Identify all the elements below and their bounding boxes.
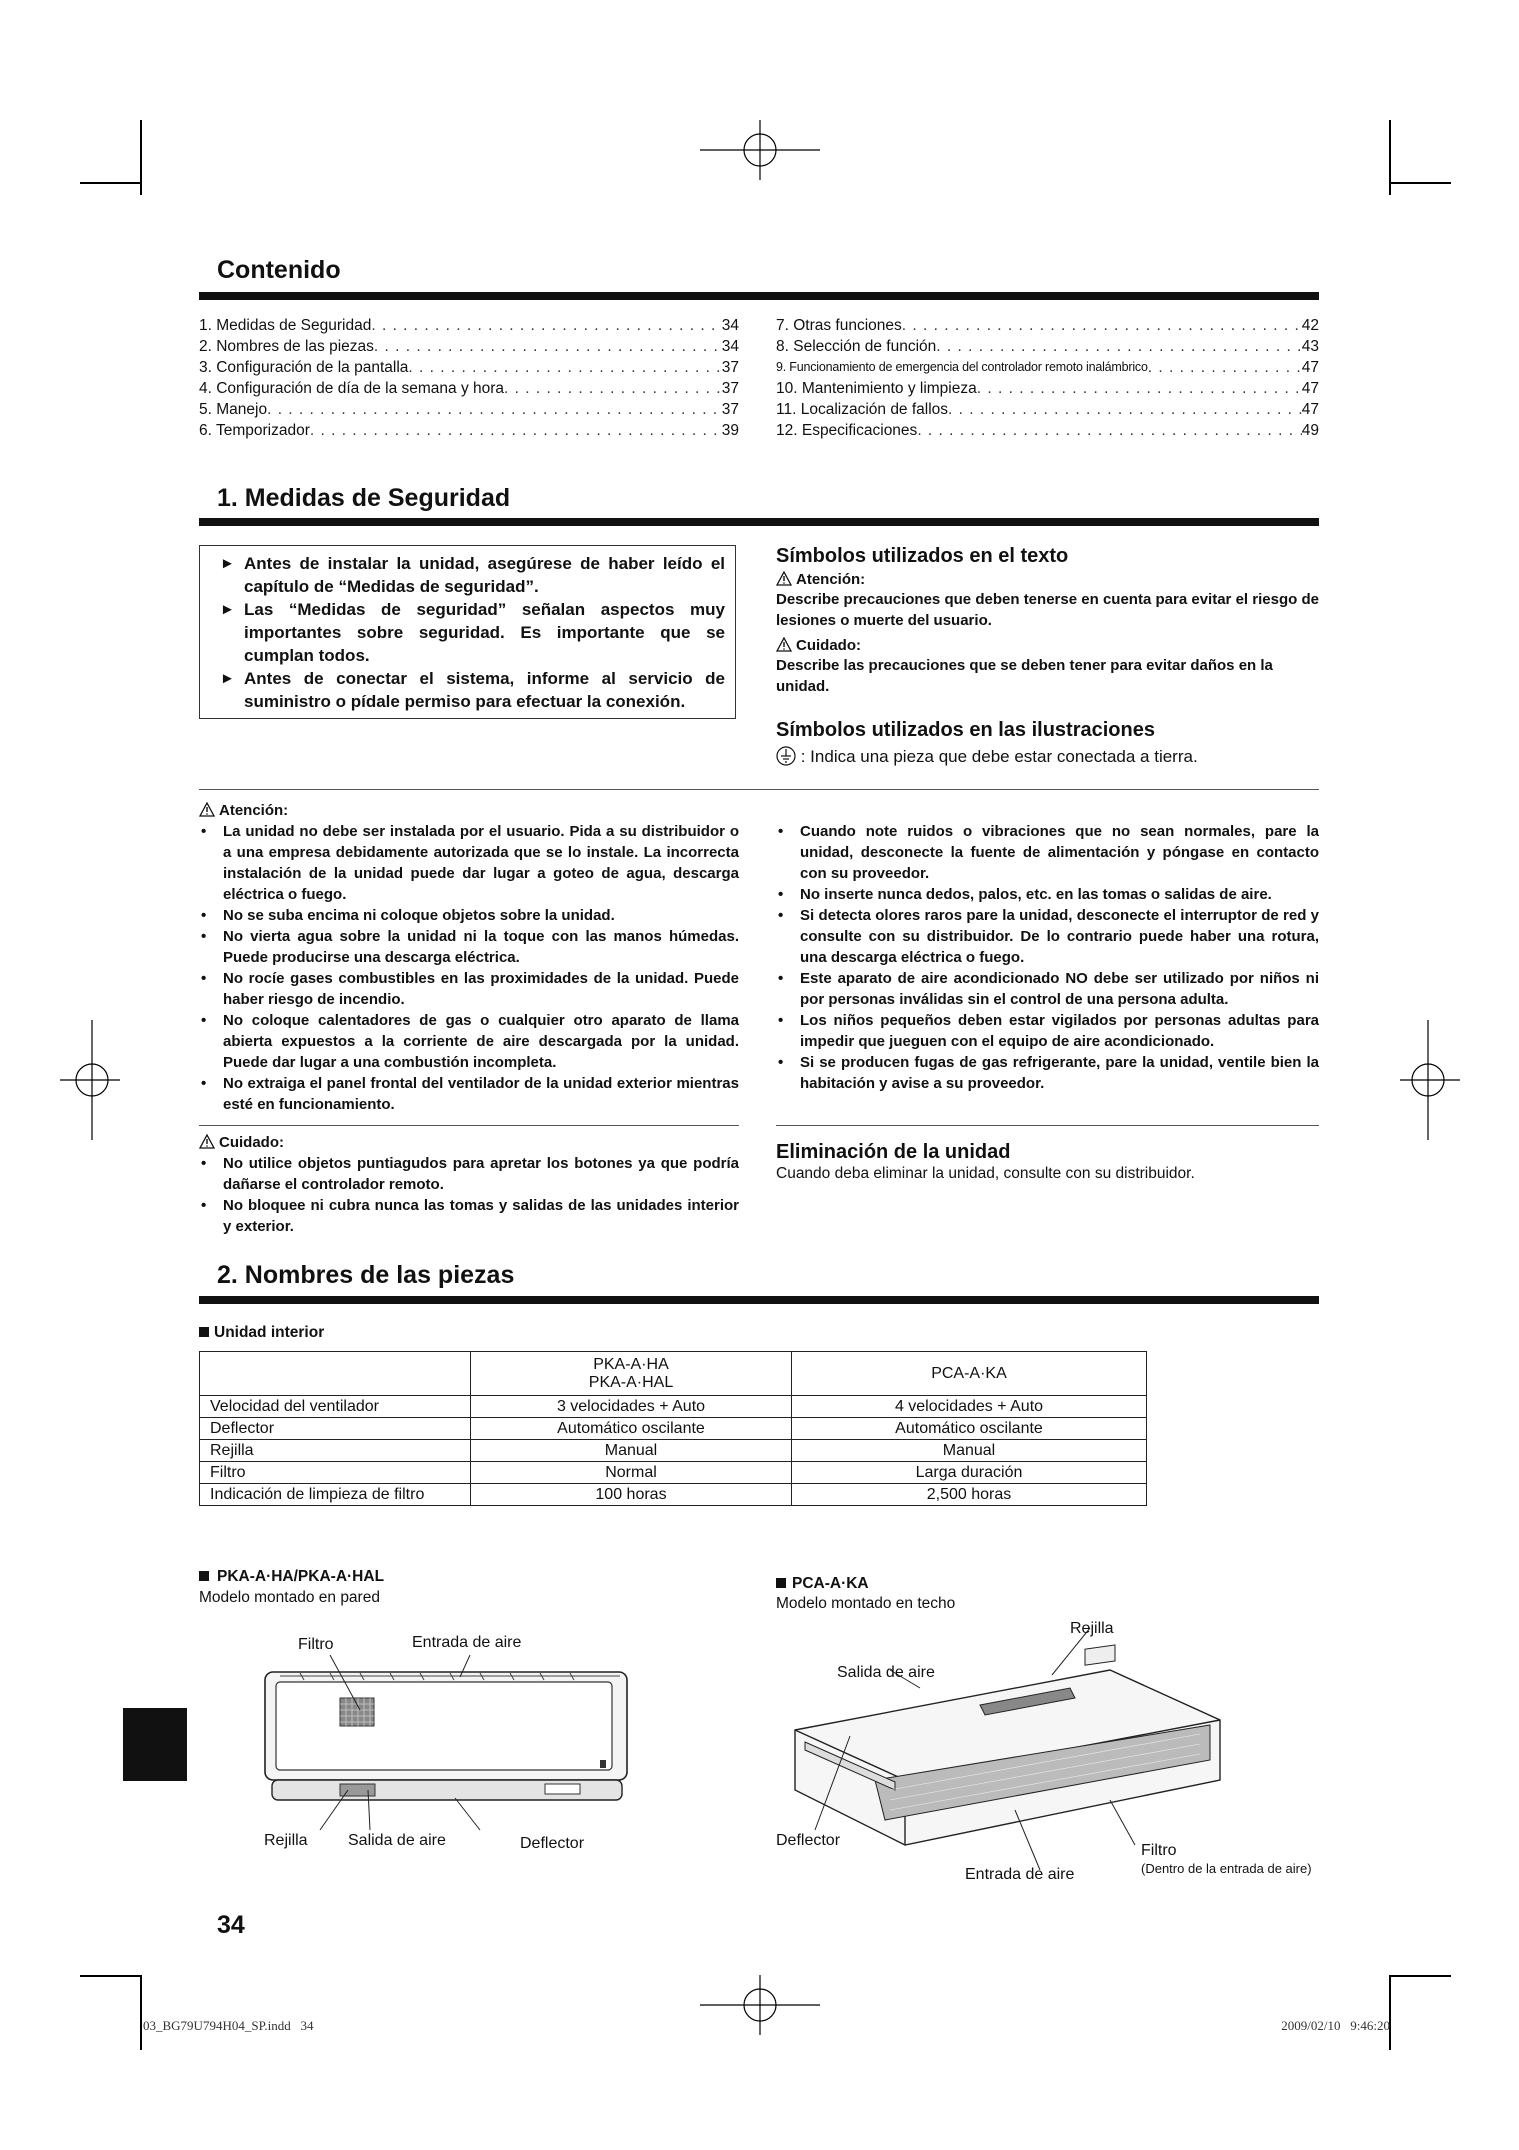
registration-mark-icon <box>700 120 820 180</box>
toc-item[interactable]: 9. Funcionamiento de emergencia del controlador remoto inalámbrico . . . 47 <box>776 357 1319 378</box>
warning-item: • Este aparato de aire acondicionado NO debe ser utilizado por niños ni por personas inválidas sin el control de una persona adulta. <box>776 968 1319 1010</box>
table-header-cell: PCA-A·KA <box>792 1352 1147 1396</box>
warning-item: • La unidad no debe ser instalada por el usuario. Pida a su distribuidor o a una empresa debidamente autorizada que se lo instale. La incorrecta instalación de la unidad puede dar lugar a goteo de agua, descarga eléctrica o fuego. <box>199 821 739 905</box>
wall-leader-lines <box>290 1655 550 1835</box>
toc-item[interactable]: 1. Medidas de Seguridad . . . 34 <box>199 315 739 336</box>
atencion-heading: Atención: <box>219 802 289 819</box>
section-rule <box>199 1296 1319 1304</box>
ceiling-label-filtro: Filtro <box>1141 1842 1177 1859</box>
atencion-warnings-left <box>199 800 739 1115</box>
warning-icon <box>199 1134 215 1149</box>
warning-icon <box>199 802 215 817</box>
disposal-text: Cuando deba eliminar la unidad, consulte con su distribuidor. <box>776 1165 1195 1182</box>
warning-item: • No vierta agua sobre la unidad ni la toque con las manos húmedas. Puede producirse una descarga eléctrica. <box>199 926 739 968</box>
atencion-warnings-right <box>776 821 1319 1094</box>
caution-item: • No utilice objetos puntiagudos para apretar los botones ya que podría dañarse el controlador remoto. <box>199 1153 739 1195</box>
wall-label-rejilla: Rejilla <box>264 1832 308 1849</box>
warning-item: • No inserte nunca dedos, palos, etc. en las tomas o salidas de aire. <box>776 884 1319 905</box>
registration-mark-icon <box>700 1975 820 2035</box>
table-row: Filtro Normal Larga duración <box>200 1462 1147 1484</box>
crop-mark <box>140 120 142 195</box>
table-header-row <box>200 1352 1147 1396</box>
toc-item[interactable]: 2. Nombres de las piezas . . . 34 <box>199 336 739 357</box>
toc-item[interactable]: 3. Configuración de la pantalla . . . 37 <box>199 357 739 378</box>
disposal-panel <box>776 1141 1319 1183</box>
toc-right-column <box>776 315 1319 441</box>
toc-item[interactable]: 5. Manejo . . . 37 <box>199 399 739 420</box>
crop-mark <box>1389 1975 1451 1977</box>
ceiling-label-entrada: Entrada de aire <box>965 1866 1075 1883</box>
warning-item: • No coloque calentadores de gas o cualquier otro aparato de llama abierta expuestos a la corriente de aire descargada por la unidad. Puede dar lugar a una combustión incompleta. <box>199 1010 739 1073</box>
toc-item[interactable]: 10. Mantenimiento y limpieza . . . 47 <box>776 378 1319 399</box>
warning-item: • Los niños pequeños deben estar vigilados por personas adultas para impedir que jueguen con el equipo de aire acondicionado. <box>776 1010 1319 1052</box>
cuidado-heading: Cuidado: <box>219 1134 284 1151</box>
toc-item[interactable]: 8. Selección de función . . . 43 <box>776 336 1319 357</box>
ceiling-label-rejilla: Rejilla <box>1070 1620 1114 1637</box>
disposal-title: Eliminación de la unidad <box>776 1141 1011 1163</box>
registration-mark-icon <box>60 1020 120 1140</box>
cuidado-warnings <box>199 1132 739 1237</box>
table-row: Rejilla Manual Manual <box>200 1440 1147 1462</box>
wall-model-description: Modelo montado en pared <box>199 1589 380 1606</box>
crop-mark <box>1389 1975 1391 2050</box>
safety-section-title: 1. Medidas de Seguridad <box>217 484 511 512</box>
section-tab-marker <box>123 1708 187 1781</box>
wall-label-filtro: Filtro <box>298 1636 334 1653</box>
toc-item[interactable]: 12. Especificaciones . . . 49 <box>776 420 1319 441</box>
divider <box>776 1125 1319 1126</box>
wall-model-heading <box>199 1568 384 1607</box>
table-row: Velocidad del ventilador 3 velocidades + Auto 4 velocidades + Auto <box>200 1396 1147 1418</box>
table-row: Deflector Automático oscilante Automático oscilante <box>200 1418 1147 1440</box>
toc-item[interactable]: 7. Otras funciones . . . 42 <box>776 315 1319 336</box>
toc-left-column <box>199 315 739 441</box>
ceiling-label-deflector: Deflector <box>776 1832 841 1849</box>
toc-item[interactable]: 11. Localización de fallos . . . 47 <box>776 399 1319 420</box>
ground-icon <box>776 746 796 766</box>
caution-item: • No bloquee ni cubra nunca las tomas y salidas de las unidades interior y exterior. <box>199 1195 739 1237</box>
warning-item: • Cuando note ruidos o vibraciones que no sean normales, pare la unidad, desconecte la fuente de alimentación y póngase en contacto con su proveedor. <box>776 821 1319 884</box>
toc-item[interactable]: 6. Temporizador . . . 39 <box>199 420 739 441</box>
section-rule <box>199 518 1319 526</box>
crop-mark <box>140 1975 142 2050</box>
ceiling-model-name: PCA-A·KA <box>792 1575 869 1592</box>
safety-intro-item: ► Las “Medidas de seguridad” señalan aspectos muy importantes sobre seguridad. Es importante que se cumplan todos. <box>220 598 725 667</box>
toc-title: Contenido <box>217 256 341 284</box>
wall-label-salida: Salida de aire <box>348 1832 446 1849</box>
ceiling-model-heading <box>776 1575 955 1613</box>
crop-mark <box>80 1975 142 1977</box>
cuidado-description: Describe las precauciones que se deben tener para evitar daños en la unidad. <box>776 657 1273 695</box>
ground-description: : Indica una pieza que debe estar conectada a tierra. <box>800 747 1198 766</box>
footer-date: 2009/02/10 9:46:20 <box>1281 2018 1390 2033</box>
section-rule <box>199 292 1319 300</box>
safety-intro-item: ► Antes de conectar el sistema, informe al servicio de suministro o pídale permiso para efectuar la conexión. <box>220 667 725 713</box>
crop-mark <box>80 182 142 184</box>
divider <box>199 1125 739 1126</box>
crop-mark <box>1389 182 1451 184</box>
wall-label-deflector: Deflector <box>520 1835 585 1852</box>
registration-mark-icon <box>1400 1020 1460 1140</box>
warning-icon <box>776 571 792 586</box>
warning-item: • Si se producen fugas de gas refrigerante, pare la unidad, ventile bien la habitación y avise a su proveedor. <box>776 1052 1319 1094</box>
warning-item: • Si detecta olores raros pare la unidad, desconecte el interruptor de red y consulte con su distribuidor. De lo contrario puede haber una rotura, una descarga eléctrica o fuego. <box>776 905 1319 968</box>
cuidado-label: Cuidado: <box>796 637 861 654</box>
symbols-illustration-title: Símbolos utilizados en las ilustraciones <box>776 719 1155 741</box>
indoor-unit-label: Unidad interior <box>199 1324 324 1342</box>
safety-intro-box <box>199 545 736 719</box>
atencion-label: Atención: <box>796 571 866 588</box>
page-number: 34 <box>217 1911 245 1939</box>
atencion-description: Describe precauciones que deben tenerse en cuenta para evitar el riesgo de lesiones o muerte del usuario. <box>776 591 1319 629</box>
wall-model-name: PKA-A·HA/PKA-A·HAL <box>217 1568 385 1585</box>
safety-intro-item: ► Antes de instalar la unidad, asegúrese de haber leído el capítulo de “Medidas de seguridad”. <box>220 552 725 598</box>
crop-mark <box>1389 120 1391 195</box>
toc-item[interactable]: 4. Configuración de día de la semana y hora . . . 37 <box>199 378 739 399</box>
warning-item: • No rocíe gases combustibles en las proximidades de la unidad. Puede haber riesgo de incendio. <box>199 968 739 1010</box>
wall-label-entrada: Entrada de aire <box>412 1634 522 1651</box>
ceiling-model-description: Modelo montado en techo <box>776 1595 956 1612</box>
warning-item: • No se suba encima ni coloque objetos sobre la unidad. <box>199 905 739 926</box>
symbols-text-panel <box>776 545 1319 767</box>
table-header-cell: PKA-A·HA PKA-A·HAL <box>471 1352 792 1396</box>
spec-table <box>199 1351 1147 1506</box>
table-header-cell <box>200 1352 471 1396</box>
symbols-text-title: Símbolos utilizados en el texto <box>776 545 1069 567</box>
ceiling-label-filtro-note: (Dentro de la entrada de aire) <box>1141 1861 1312 1876</box>
warning-item: • No extraiga el panel frontal del ventilador de la unidad exterior mientras esté en funcionamiento. <box>199 1073 739 1115</box>
square-bullet-icon <box>199 1571 209 1581</box>
footer-file: 03_BG79U794H04_SP.indd 34 <box>143 2018 314 2033</box>
parts-section-title: 2. Nombres de las piezas <box>217 1261 515 1289</box>
square-bullet-icon <box>199 1327 209 1337</box>
ceiling-label-salida: Salida de aire <box>837 1664 935 1681</box>
divider <box>199 789 1319 790</box>
warning-icon <box>776 637 792 652</box>
square-bullet-icon <box>776 1578 786 1588</box>
table-row: Indicación de limpieza de filtro 100 horas 2,500 horas <box>200 1484 1147 1506</box>
